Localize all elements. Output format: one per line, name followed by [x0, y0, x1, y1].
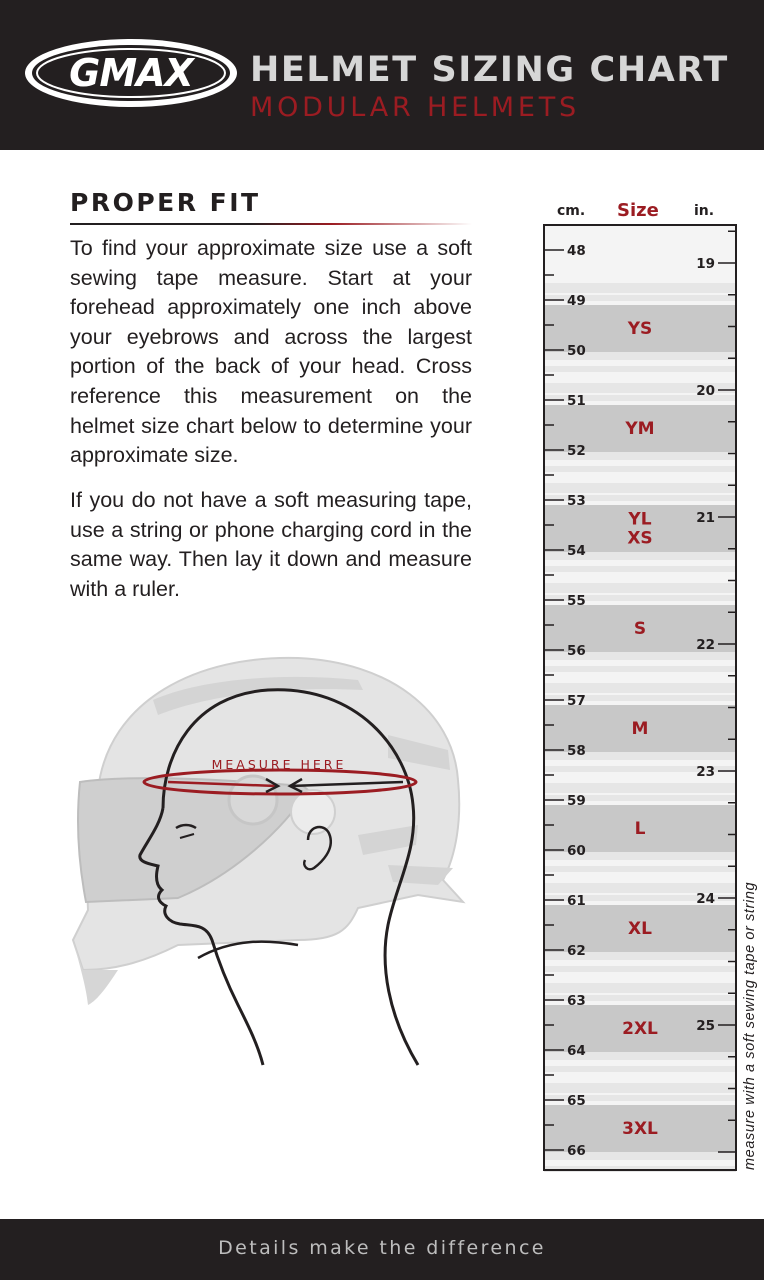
cm-label: 53	[567, 493, 586, 509]
inch-label: 21	[696, 510, 715, 526]
inch-column-header: in.	[694, 203, 715, 219]
inch-label: 23	[696, 764, 715, 780]
size-label: L	[634, 819, 646, 839]
cm-label: 66	[567, 1143, 586, 1159]
instructions-paragraph-1: To find your approximate size use a soft sewing tape measure. Start at your forehead approximately one inch above your eyebrows and across the largest portion of the back of your head. Cross reference this measurement on the helmet size chart below to determine your approximate size.	[70, 236, 472, 468]
cm-label: 59	[567, 793, 586, 809]
proper-fit-heading: PROPER FIT	[70, 188, 261, 217]
cm-label: 64	[567, 1043, 586, 1059]
page-subtitle: MODULAR HELMETS	[250, 92, 580, 123]
page-title: HELMET SIZING CHART	[250, 50, 729, 90]
inch-label: 24	[696, 891, 715, 907]
band-stripe	[544, 966, 736, 972]
size-label: YL	[628, 509, 652, 530]
side-note: measure with a soft sewing tape or string	[742, 881, 758, 1170]
inch-label: 25	[696, 1018, 715, 1034]
band-stripe	[544, 683, 736, 693]
inch-label: 22	[696, 637, 715, 653]
size-label: XS	[627, 528, 653, 549]
cm-label: 48	[567, 243, 586, 259]
cm-label: 65	[567, 1093, 586, 1109]
band-stripe	[544, 283, 736, 293]
band-stripe	[544, 1083, 736, 1093]
size-label: S	[633, 619, 647, 639]
band-stripe	[544, 483, 736, 493]
cm-label: 56	[567, 643, 586, 659]
cm-label: 58	[567, 743, 586, 759]
inch-label: 19	[696, 256, 715, 272]
cm-label: 50	[567, 343, 586, 359]
footer-tagline: Details make the difference	[218, 1237, 546, 1259]
cm-column-header: cm.	[557, 203, 586, 219]
size-label: YS	[627, 319, 653, 339]
logo-text: GMAX	[69, 51, 193, 95]
cm-label: 61	[567, 893, 586, 909]
cm-label: 62	[567, 943, 586, 959]
cm-label: 54	[567, 543, 586, 559]
size-label: XL	[628, 919, 652, 939]
size-label: YM	[625, 419, 655, 439]
band-stripe	[544, 1066, 736, 1072]
size-label: 2XL	[622, 1019, 658, 1039]
cm-label: 52	[567, 443, 586, 459]
cm-label: 57	[567, 693, 586, 709]
band-stripe	[544, 866, 736, 872]
cm-label: 63	[567, 993, 586, 1009]
size-column-header: Size	[617, 200, 659, 221]
band-stripe	[544, 566, 736, 572]
band-stripe	[544, 783, 736, 793]
size-label: M	[631, 719, 649, 739]
footer-bar	[0, 1219, 764, 1280]
size-label: 3XL	[622, 1119, 658, 1139]
band-stripe	[544, 366, 736, 372]
band-stripe	[544, 466, 736, 472]
measure-here-label: MEASURE HERE	[211, 757, 347, 772]
band-stripe	[544, 583, 736, 593]
inch-label: 20	[696, 383, 715, 399]
cm-label: 49	[567, 293, 586, 309]
instructions-paragraph-2: If you do not have a soft measuring tape, use a string or phone charging cord in the same way. Then lay it down and measure with a ruler.	[70, 488, 472, 601]
band-stripe	[544, 983, 736, 993]
cm-label: 51	[567, 393, 586, 409]
cm-label: 55	[567, 593, 586, 609]
cm-label: 60	[567, 843, 586, 859]
band-stripe	[544, 666, 736, 672]
